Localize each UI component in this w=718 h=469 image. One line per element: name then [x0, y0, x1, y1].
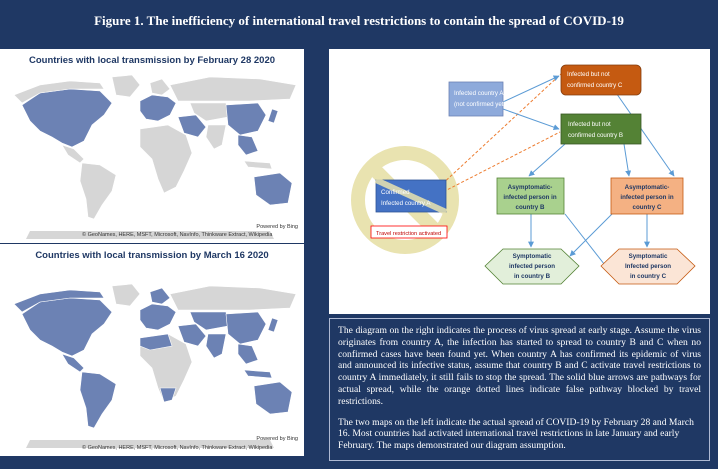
world-map-feb28 — [0, 49, 304, 243]
map-land-scandinavia — [150, 288, 170, 304]
map-land-africa-south — [160, 388, 176, 402]
node-c-unconfirmed-line2: confirmed country C — [567, 82, 623, 89]
map-title-mar16: Countries with local transmission by March 16 2020 — [35, 250, 269, 261]
world-map-mar16 — [0, 244, 304, 456]
node-infected-c-unconfirmed — [561, 65, 641, 95]
map-land-russia — [170, 77, 296, 101]
node-b-unconfirmed-line2: confirmed country B — [568, 132, 624, 139]
node-infected-b-unconfirmed — [561, 114, 641, 144]
map-land-indonesia — [244, 161, 272, 169]
map-land-north-america — [22, 298, 112, 356]
node-a-unconfirmed-line1: Infected country A — [454, 90, 504, 97]
map-land-southeast-asia — [238, 135, 258, 155]
figure-title: Figure 1. The inefficiency of international travel restrictions to contain the spread of COVID-19 — [94, 13, 624, 28]
map-credit-mar16: © GeoNames, HERE, MSFT, Microsoft, NavInfo, Thinkware Extract, Wikipedia — [82, 445, 273, 451]
map-land-north-america — [22, 89, 112, 147]
map-land-russia — [170, 286, 296, 310]
map-land-central-america — [62, 145, 84, 163]
arrow-a-to-b — [503, 109, 559, 129]
description-panel — [329, 318, 710, 461]
node-c-unconfirmed-line1: Infected but not — [567, 71, 610, 78]
map-land-southeast-asia — [238, 344, 258, 364]
node-a-confirmed-line1: Confirmed — [381, 189, 410, 196]
arrow-b-to-asym-c — [624, 144, 629, 176]
map-land-europe — [140, 304, 176, 330]
sym-c-line2: Infected person — [624, 263, 672, 270]
map-panel-mar16 — [0, 244, 304, 456]
map-powered-by-mar16: Powered by Bing — [256, 436, 298, 442]
asym-b-line2: infected person in — [503, 194, 557, 201]
arrow-asym-c-to-sym-b — [570, 214, 612, 256]
spread-diagram — [329, 49, 710, 314]
map-land-china — [226, 312, 266, 344]
map-credit-feb28: © GeoNames, HERE, MSFT, Microsoft, NavInfo, Thinkware Extract, Wikipedia — [82, 232, 273, 238]
asym-c-line3: country C — [632, 204, 662, 211]
asym-b-line3: country B — [515, 204, 545, 211]
node-b-unconfirmed-line1: Infected but not — [568, 121, 611, 128]
spread-diagram-panel — [329, 49, 710, 314]
node-a-unconfirmed-line2: (not confirmed yet) — [454, 101, 506, 108]
sym-b-line2: infected person — [508, 263, 556, 270]
map-panel-feb28 — [0, 49, 304, 243]
node-infected-a-unconfirmed — [449, 82, 503, 116]
map-land-india — [206, 125, 226, 149]
asym-c-line2: infected person in — [620, 194, 674, 201]
map-title-feb28: Countries with local transmission by February 28 2020 — [28, 55, 276, 66]
map-powered-by-feb28: Powered by Bing — [256, 224, 298, 230]
map-land-greenland — [112, 284, 140, 306]
node-a-confirmed-line2: Infected country A — [381, 200, 431, 207]
map-land-scandinavia — [150, 79, 170, 95]
map-land-south-america — [80, 163, 116, 219]
map-land-japan — [268, 109, 278, 123]
map-land-india — [206, 334, 226, 358]
sym-c-line1: Symptomatic — [628, 253, 668, 260]
map-land-australia — [254, 382, 292, 414]
description-paragraph-1: The diagram on the right indicates the process of virus spread at early stage. Assume the virus originates from country A, the infection has started to spread to country B and C when no confirmed cases have been found yet. When country A has confirmed its epidemic of virus and announced its infective status, assume that country B and C activate travel restrictions to country A immediately, it still fails to stop the spread. The solid blue arrows are pathways for actual spread, while the orange dotted lines indicate false pathway blocked by travel restrictions. — [338, 325, 701, 407]
map-land-australia — [254, 173, 292, 205]
map-land-indonesia — [244, 370, 272, 378]
sym-c-line3: in country C — [629, 273, 667, 280]
asym-c-line1: Asymptomatic- — [624, 184, 670, 191]
asym-b-line1: Asymptomatic- — [507, 184, 553, 191]
arrow-b-to-asym-b — [529, 144, 565, 176]
map-land-central-america — [62, 354, 84, 372]
map-land-europe — [140, 95, 176, 121]
sym-b-line3: in country B — [513, 273, 551, 280]
arrow-a-to-c — [503, 76, 559, 102]
map-land-china — [226, 103, 266, 135]
sym-b-line1: Symptomatic — [512, 253, 552, 260]
description-paragraph-2: The two maps on the left indicate the actual spread of COVID-19 by February 28 and March 16. Most countries had activated international travel restrictions in late January and early February. The maps demonstrated our diagram assumption. — [338, 416, 694, 452]
map-land-japan — [268, 318, 278, 332]
map-land-south-america — [80, 372, 116, 428]
map-land-africa — [140, 125, 192, 193]
map-land-greenland — [112, 75, 140, 97]
travel-restriction-label: Travel restriction activated — [376, 231, 442, 237]
